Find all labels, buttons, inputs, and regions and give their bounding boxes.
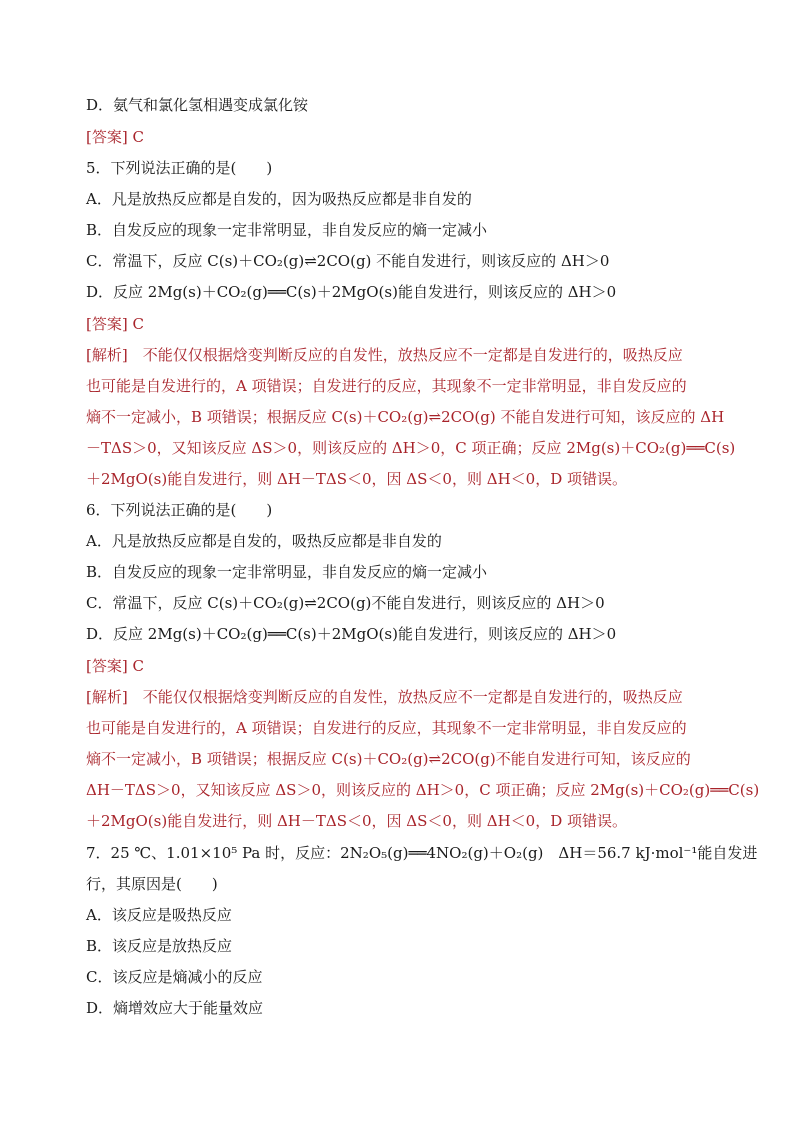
text-line: 行，其原因是( ) (86, 875, 218, 893)
text-line: D．氨气和氯化氢相遇变成氯化铵 (86, 96, 309, 114)
text-line: C．该反应是熵减小的反应 (86, 968, 263, 986)
text-line: 熵不一定减小，B 项错误；根据反应 C(s)＋CO₂(g)⇌2CO(g)不能自发进行可知，该反应的 (86, 750, 691, 768)
text-line: ＋2MgO(s)能自发进行，则 ΔH－TΔS＜0，因 ΔS＜0，则 ΔH＜0，D 项错误。 (86, 812, 627, 830)
text-line: D．反应 2Mg(s)＋CO₂(g)══C(s)＋2MgO(s)能自发进行，则该反应的 ΔH＞0 (86, 625, 617, 643)
text-line: [答案] C (86, 315, 144, 333)
text-line: －TΔS＞0，又知该反应 ΔS＞0，则该反应的 ΔH＞0，C 项正确；反应 2Mg(s)＋CO₂(g)══C(s) (86, 439, 736, 457)
text-line: A．凡是放热反应都是自发的，因为吸热反应都是非自发的 (86, 190, 472, 208)
text-line: [答案] C (86, 128, 144, 146)
text-line: [答案] C (86, 657, 144, 675)
text-line: A．凡是放热反应都是自发的，吸热反应都是非自发的 (86, 532, 442, 550)
text-line: 熵不一定减小，B 项错误；根据反应 C(s)＋CO₂(g)⇌2CO(g) 不能自发进行可知，该反应的 ΔH (86, 408, 725, 426)
text-line: C．常温下，反应 C(s)＋CO₂(g)⇌2CO(g)不能自发进行，则该反应的 ΔH＞0 (86, 594, 605, 612)
text-line: D．反应 2Mg(s)＋CO₂(g)══C(s)＋2MgO(s)能自发进行，则该反应的 ΔH＞0 (86, 283, 617, 301)
text-line: C．常温下，反应 C(s)＋CO₂(g)⇌2CO(g) 不能自发进行，则该反应的 ΔH＞0 (86, 252, 610, 270)
text-line: 5．下列说法正确的是( ) (86, 159, 273, 177)
text-line: 6．下列说法正确的是( ) (86, 501, 273, 519)
text-line: B．该反应是放热反应 (86, 937, 233, 955)
text-line: A．该反应是吸热反应 (86, 906, 232, 924)
text-line: [解析] 不能仅仅根据焓变判断反应的自发性，放热反应不一定都是自发进行的，吸热反应 (86, 688, 683, 706)
text-line: D．熵增效应大于能量效应 (86, 999, 264, 1017)
text-line: B．自发反应的现象一定非常明显，非自发反应的熵一定减小 (86, 221, 488, 239)
text-line: B．自发反应的现象一定非常明显，非自发反应的熵一定减小 (86, 563, 488, 581)
text-line: 也可能是自发进行的，A 项错误；自发进行的反应，其现象不一定非常明显，非自发反应的 (86, 377, 687, 395)
text-line: ΔH－TΔS＞0，又知该反应 ΔS＞0，则该反应的 ΔH＞0，C 项正确；反应 2Mg(s)＋CO₂(g)══C(s) (86, 781, 760, 799)
text-line: 7．25 ℃、1.01×10⁵ Pa 时，反应：2N₂O₅(g)══4NO₂(g)＋O₂(g) ΔH＝56.7 kJ·mol⁻¹能自发进 (86, 844, 758, 862)
text-line: 也可能是自发进行的，A 项错误；自发进行的反应，其现象不一定非常明显，非自发反应的 (86, 719, 687, 737)
text-line: [解析] 不能仅仅根据焓变判断反应的自发性，放热反应不一定都是自发进行的，吸热反应 (86, 346, 683, 364)
text-line: ＋2MgO(s)能自发进行，则 ΔH－TΔS＜0，因 ΔS＜0，则 ΔH＜0，D 项错误。 (86, 470, 627, 488)
